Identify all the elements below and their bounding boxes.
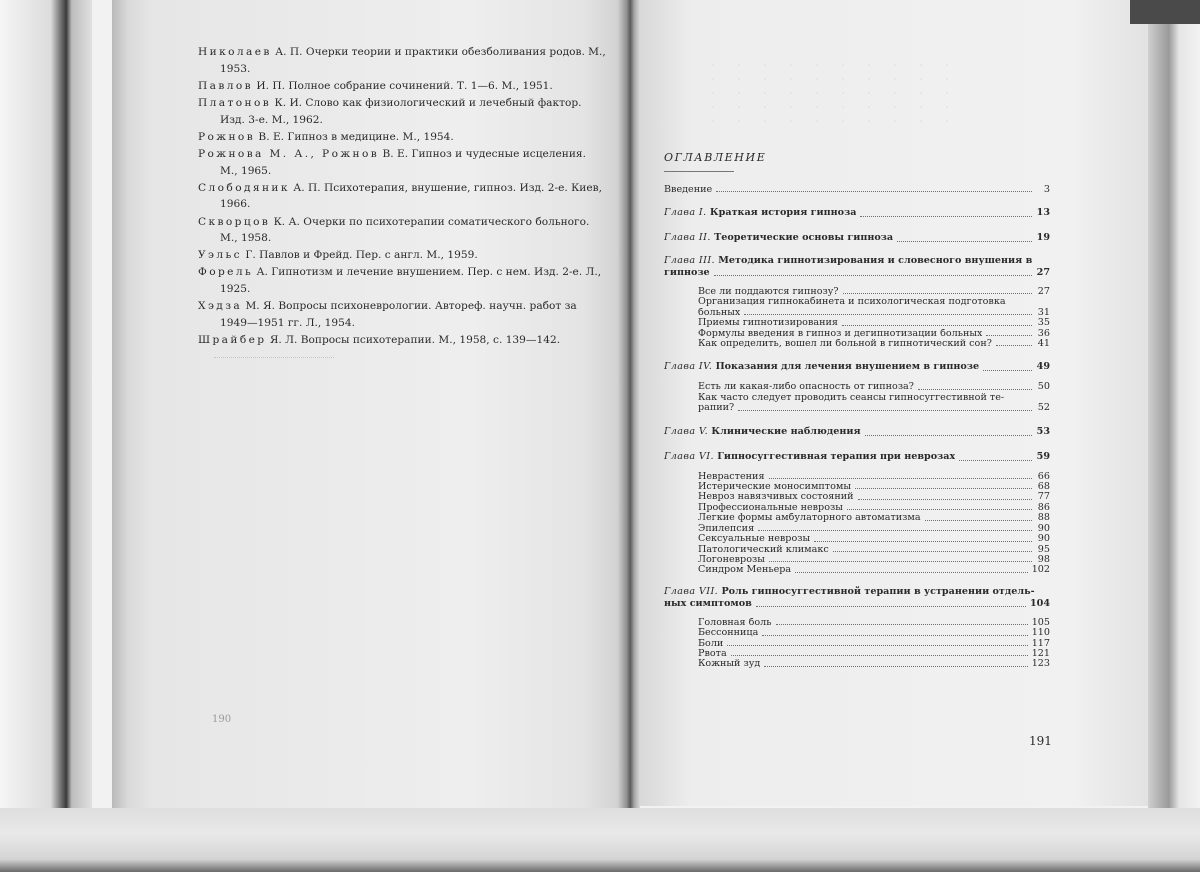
toc-section (664, 472, 1050, 482)
toc-section (664, 534, 1050, 544)
toc-entry-label (698, 565, 791, 575)
chapter-title: Теоретические основы гипноза (714, 232, 893, 243)
toc-entry-label (698, 524, 754, 534)
dot-leader (769, 478, 1032, 479)
bibliography-details: Я. Л. Вопросы психотерапии. М., 1958, с. 139—142. (266, 334, 560, 346)
toc-page-number: 121 (1032, 649, 1050, 659)
toc-page-number: 123 (1032, 659, 1050, 669)
dot-leader (795, 572, 1028, 573)
toc-chapter-line (664, 255, 1050, 267)
dot-leader (925, 520, 1032, 521)
toc-entry-label (698, 534, 810, 544)
bibliography-details: В. Е. Гипноз в медицине. М., 1954. (255, 131, 454, 143)
toc-chapter-line (664, 586, 1050, 598)
chapter-prefix: Глава VI. (664, 451, 714, 462)
bibliography-author: Рожнова М. А., Рожнов (198, 148, 379, 160)
toc-chapter (664, 424, 1050, 439)
toc-entry-label (698, 492, 854, 502)
section-title-line1: Как часто следует проводить сеансы гипносуггестивной те- (698, 393, 1050, 403)
toc-chapter-line (664, 267, 1050, 279)
dot-leader (843, 293, 1032, 294)
toc-section (664, 318, 1050, 328)
toc-page-number: 90 (1036, 534, 1050, 544)
chapter-prefix: Глава I. (664, 207, 707, 218)
toc-section (664, 503, 1050, 513)
dot-leader (714, 275, 1032, 276)
toc-page-number: 13 (1036, 205, 1050, 220)
toc-section (664, 339, 1050, 349)
dot-leader (858, 499, 1032, 500)
dot-leader (764, 666, 1027, 667)
chapter-title: ных симптомов (664, 598, 752, 609)
chapter-prefix: Глава VII. (664, 586, 718, 597)
chapter-prefix: Глава V. (664, 426, 708, 437)
dot-leader (897, 241, 1032, 242)
section-title: Легкие формы амбулаторного автоматизма (698, 513, 921, 523)
section-title: больных (698, 308, 740, 318)
bibliography-details: А. Гипнотизм и лечение внушением. Пер. с нем. Изд. 2-е. Л., 1925. (220, 266, 601, 295)
chapter-title-line1: Методика гипнотизирования и словесного внушения в (718, 255, 1032, 266)
right-page-number: 191 (1029, 734, 1052, 748)
toc-section (664, 628, 1050, 638)
left-page-number: 190 (212, 714, 231, 725)
bibliography-author: Скворцов (198, 216, 270, 228)
dot-leader (716, 191, 1032, 192)
chapter-title: Показания для лечения внушением в гипнозе (716, 361, 979, 372)
toc-section (664, 618, 1050, 628)
toc-section (664, 649, 1050, 659)
chapter-title: Клинические наблюдения (711, 426, 860, 437)
toc-entry-label (698, 618, 772, 628)
chapter-title: Краткая история гипноза (710, 207, 857, 218)
toc-page-number: 19 (1036, 230, 1050, 245)
toc-entry-label (698, 318, 838, 328)
dot-leader (959, 460, 1032, 461)
section-title: Неврастения (698, 472, 765, 482)
section-title: Головная боль (698, 618, 772, 628)
section-title: Логоневрозы (698, 555, 765, 565)
toc-entry-label (698, 503, 843, 513)
bibliography-entry (198, 332, 606, 349)
toc-entry-label (698, 339, 992, 349)
section-title: Приемы гипнотизирования (698, 318, 838, 328)
dot-leader (865, 435, 1032, 436)
toc-page-number: 52 (1036, 403, 1050, 413)
book-left-edge (0, 0, 92, 872)
toc-page-number: 105 (1032, 618, 1050, 628)
toc-page-number: 27 (1036, 287, 1050, 297)
section-title: Есть ли какая-либо опасность от гипноза? (698, 382, 914, 392)
section-title: Боли (698, 639, 723, 649)
toc-section (664, 482, 1050, 492)
toc-page-number: 27 (1036, 267, 1050, 279)
toc-chapter (664, 359, 1050, 374)
toc-section (664, 329, 1050, 339)
dot-leader (762, 635, 1027, 636)
toc-chapter (664, 449, 1050, 464)
toc-page-number: 98 (1036, 555, 1050, 565)
dot-leader (776, 624, 1028, 625)
toc-page-number: 53 (1036, 424, 1050, 439)
toc-section-line (698, 403, 1050, 413)
bibliography-details: Г. Павлов и Фрейд. Пер. с англ. М., 1959. (242, 249, 478, 261)
dot-leader (855, 488, 1032, 489)
section-title: Как определить, вошел ли больной в гипнотический сон? (698, 339, 992, 349)
toc-section (664, 545, 1050, 555)
dot-leader (847, 509, 1032, 510)
toc-chapter (664, 205, 1050, 220)
toc-page-number: 31 (1036, 308, 1050, 318)
toc-page-number: 41 (1036, 339, 1050, 349)
bibliography-entry (198, 298, 606, 331)
scan-corner-shadow (1130, 0, 1200, 24)
toc-section (664, 492, 1050, 502)
toc-section (664, 565, 1050, 575)
toc-page-number: 88 (1036, 513, 1050, 523)
toc-page-number: 104 (1030, 598, 1050, 610)
toc-section (664, 513, 1050, 523)
bibliography-details: В. Е. Гипноз и чудесные исцеления. М., 1965. (220, 148, 586, 177)
dot-leader (860, 216, 1032, 217)
toc-intro (664, 184, 1050, 195)
bibliography-details: К. А. Очерки по психотерапии соматического больного. М., 1958. (220, 216, 589, 245)
section-title: Эпилепсия (698, 524, 754, 534)
toc-section (664, 524, 1050, 534)
toc-page-number: 90 (1036, 524, 1050, 534)
dot-leader (986, 335, 1032, 336)
bibliography-author: Рожнов (198, 131, 255, 143)
bibliography-entry (198, 180, 606, 213)
toc-page-number: 49 (1036, 359, 1050, 374)
bibliography-details: А. П. Очерки теории и практики обезболивания родов. М., 1953. (220, 46, 606, 75)
toc-entry-label (698, 308, 740, 318)
bibliography-list (198, 44, 606, 349)
toc-page-number: 35 (1036, 318, 1050, 328)
bibliography-entry (198, 44, 606, 77)
bibliography-entry (198, 146, 606, 179)
bibliography-author: Павлов (198, 80, 253, 92)
dot-leader (756, 606, 1026, 607)
dot-leader (983, 370, 1032, 371)
section-title: Невроз навязчивых состояний (698, 492, 854, 502)
toc-spacer (664, 610, 1050, 618)
toc-entry-label (698, 472, 765, 482)
toc-page-number: 66 (1036, 472, 1050, 482)
toc-page-number: 102 (1032, 565, 1050, 575)
toc-entry-label (698, 649, 727, 659)
toc-page-number: 68 (1036, 482, 1050, 492)
toc-entry-label (664, 359, 979, 374)
dot-leader (731, 655, 1028, 656)
bibliography-author: Шрайбер (198, 334, 266, 346)
section-title: Истерические моносимптомы (698, 482, 851, 492)
toc-chapter-line (664, 598, 1050, 610)
bibliography-entry (198, 264, 606, 297)
toc-entry-label (664, 205, 856, 220)
toc-entry-label (698, 329, 982, 339)
toc-intro-label: Введение (664, 184, 712, 195)
toc-entry-label (698, 482, 851, 492)
toc-entry-label (698, 403, 734, 413)
section-title: Бессонница (698, 628, 758, 638)
bibliography-entry (198, 214, 606, 247)
scan-bottom-edge (0, 808, 1200, 872)
dot-leader (758, 530, 1032, 531)
toc-page-number: 95 (1036, 545, 1050, 555)
toc-entry-label (664, 230, 893, 245)
toc-entry-label (698, 639, 723, 649)
toc-entry-label (664, 267, 710, 279)
toc-section (664, 639, 1050, 649)
toc-entry-label (698, 659, 760, 669)
toc-spacer (664, 279, 1050, 287)
bibliography-details: А. П. Психотерапия, внушение, гипноз. Изд. 2-е. Киев, 1966. (220, 182, 602, 211)
toc-entry-label (664, 184, 712, 195)
section-title: Все ли поддаются гипнозу? (698, 287, 839, 297)
toc-section (664, 659, 1050, 669)
toc-page-number: 59 (1036, 449, 1050, 464)
toc-entry-label (698, 555, 765, 565)
toc-spacer (664, 374, 1050, 382)
toc-entry-label (698, 545, 829, 555)
bleed-through-dots (700, 58, 960, 128)
bibliography-entry (198, 95, 606, 128)
toc-chapter (664, 586, 1050, 610)
toc-spacer (664, 464, 1050, 472)
toc-entry-label (664, 424, 861, 439)
toc-chapter (664, 230, 1050, 245)
toc-page-number: 36 (1036, 329, 1050, 339)
bibliography-author: Николаев (198, 46, 272, 58)
dot-leader (842, 325, 1032, 326)
dot-leader (814, 541, 1032, 542)
toc-entry-label (698, 513, 921, 523)
section-title: Профессиональные неврозы (698, 503, 843, 513)
bleed-through-mark (214, 357, 334, 358)
dot-leader (727, 645, 1027, 646)
toc-entry-label (664, 449, 955, 464)
toc-title-underline (664, 171, 734, 172)
dot-leader (738, 410, 1032, 411)
section-title: Сексуальные неврозы (698, 534, 810, 544)
toc-title: ОГЛАВЛЕНИЕ (664, 151, 766, 164)
bibliography-details: К. И. Слово как физиологический и лечебный фактор. Изд. 3-е. М., 1962. (220, 97, 581, 126)
toc-page-number: 86 (1036, 503, 1050, 513)
book-right-edge (1148, 0, 1200, 808)
section-title-line1: Организация гипнокабинета и психологическая подготовка (698, 297, 1050, 307)
bibliography-author: Форель (198, 266, 253, 278)
toc-section (664, 297, 1050, 318)
dot-leader (769, 561, 1032, 562)
dot-leader (744, 314, 1032, 315)
bibliography-entry (198, 247, 606, 264)
toc-entry-label (664, 598, 752, 610)
section-title: Рвота (698, 649, 727, 659)
chapter-title-line1: Роль гипносуггестивной терапии в устранении отдель- (721, 586, 1034, 597)
toc-page-number: 77 (1036, 492, 1050, 502)
section-title: Формулы введения в гипноз и дегипнотизации больных (698, 329, 982, 339)
toc-page-number: 3 (1036, 184, 1050, 195)
bibliography-entry (198, 78, 606, 95)
chapter-prefix: Глава III. (664, 255, 715, 266)
section-title: рапии? (698, 403, 734, 413)
chapter-prefix: Глава II. (664, 232, 711, 243)
bibliography-details: И. П. Полное собрание сочинений. Т. 1—6. М., 1951. (253, 80, 553, 92)
bibliography-author: Хэдза (198, 300, 242, 312)
chapter-prefix: Глава IV. (664, 361, 712, 372)
toc-section (664, 393, 1050, 414)
bibliography-author: Уэльс (198, 249, 242, 261)
chapter-title: Гипносуггестивная терапия при неврозах (717, 451, 955, 462)
section-title: Патологический климакс (698, 545, 829, 555)
toc-section (664, 555, 1050, 565)
section-title: Синдром Меньера (698, 565, 791, 575)
toc-chapter (664, 255, 1050, 279)
chapter-title: гипнозе (664, 267, 710, 278)
dot-leader (996, 345, 1032, 346)
toc-section-line (698, 308, 1050, 318)
dot-leader (833, 551, 1032, 552)
bibliography-details: М. Я. Вопросы психоневрологии. Автореф. научн. работ за 1949—1951 гг. Л., 1954. (220, 300, 577, 329)
bibliography-author: Платонов (198, 97, 271, 109)
toc-page-number: 50 (1036, 382, 1050, 392)
toc-entry-label (698, 628, 758, 638)
table-of-contents (664, 184, 1050, 670)
dot-leader (918, 389, 1032, 390)
bibliography-entry (198, 129, 606, 146)
toc-page-number: 110 (1032, 628, 1050, 638)
toc-page-number: 117 (1032, 639, 1050, 649)
bibliography-author: Слободяник (198, 182, 290, 194)
book-gutter (618, 0, 640, 808)
section-title: Кожный зуд (698, 659, 760, 669)
